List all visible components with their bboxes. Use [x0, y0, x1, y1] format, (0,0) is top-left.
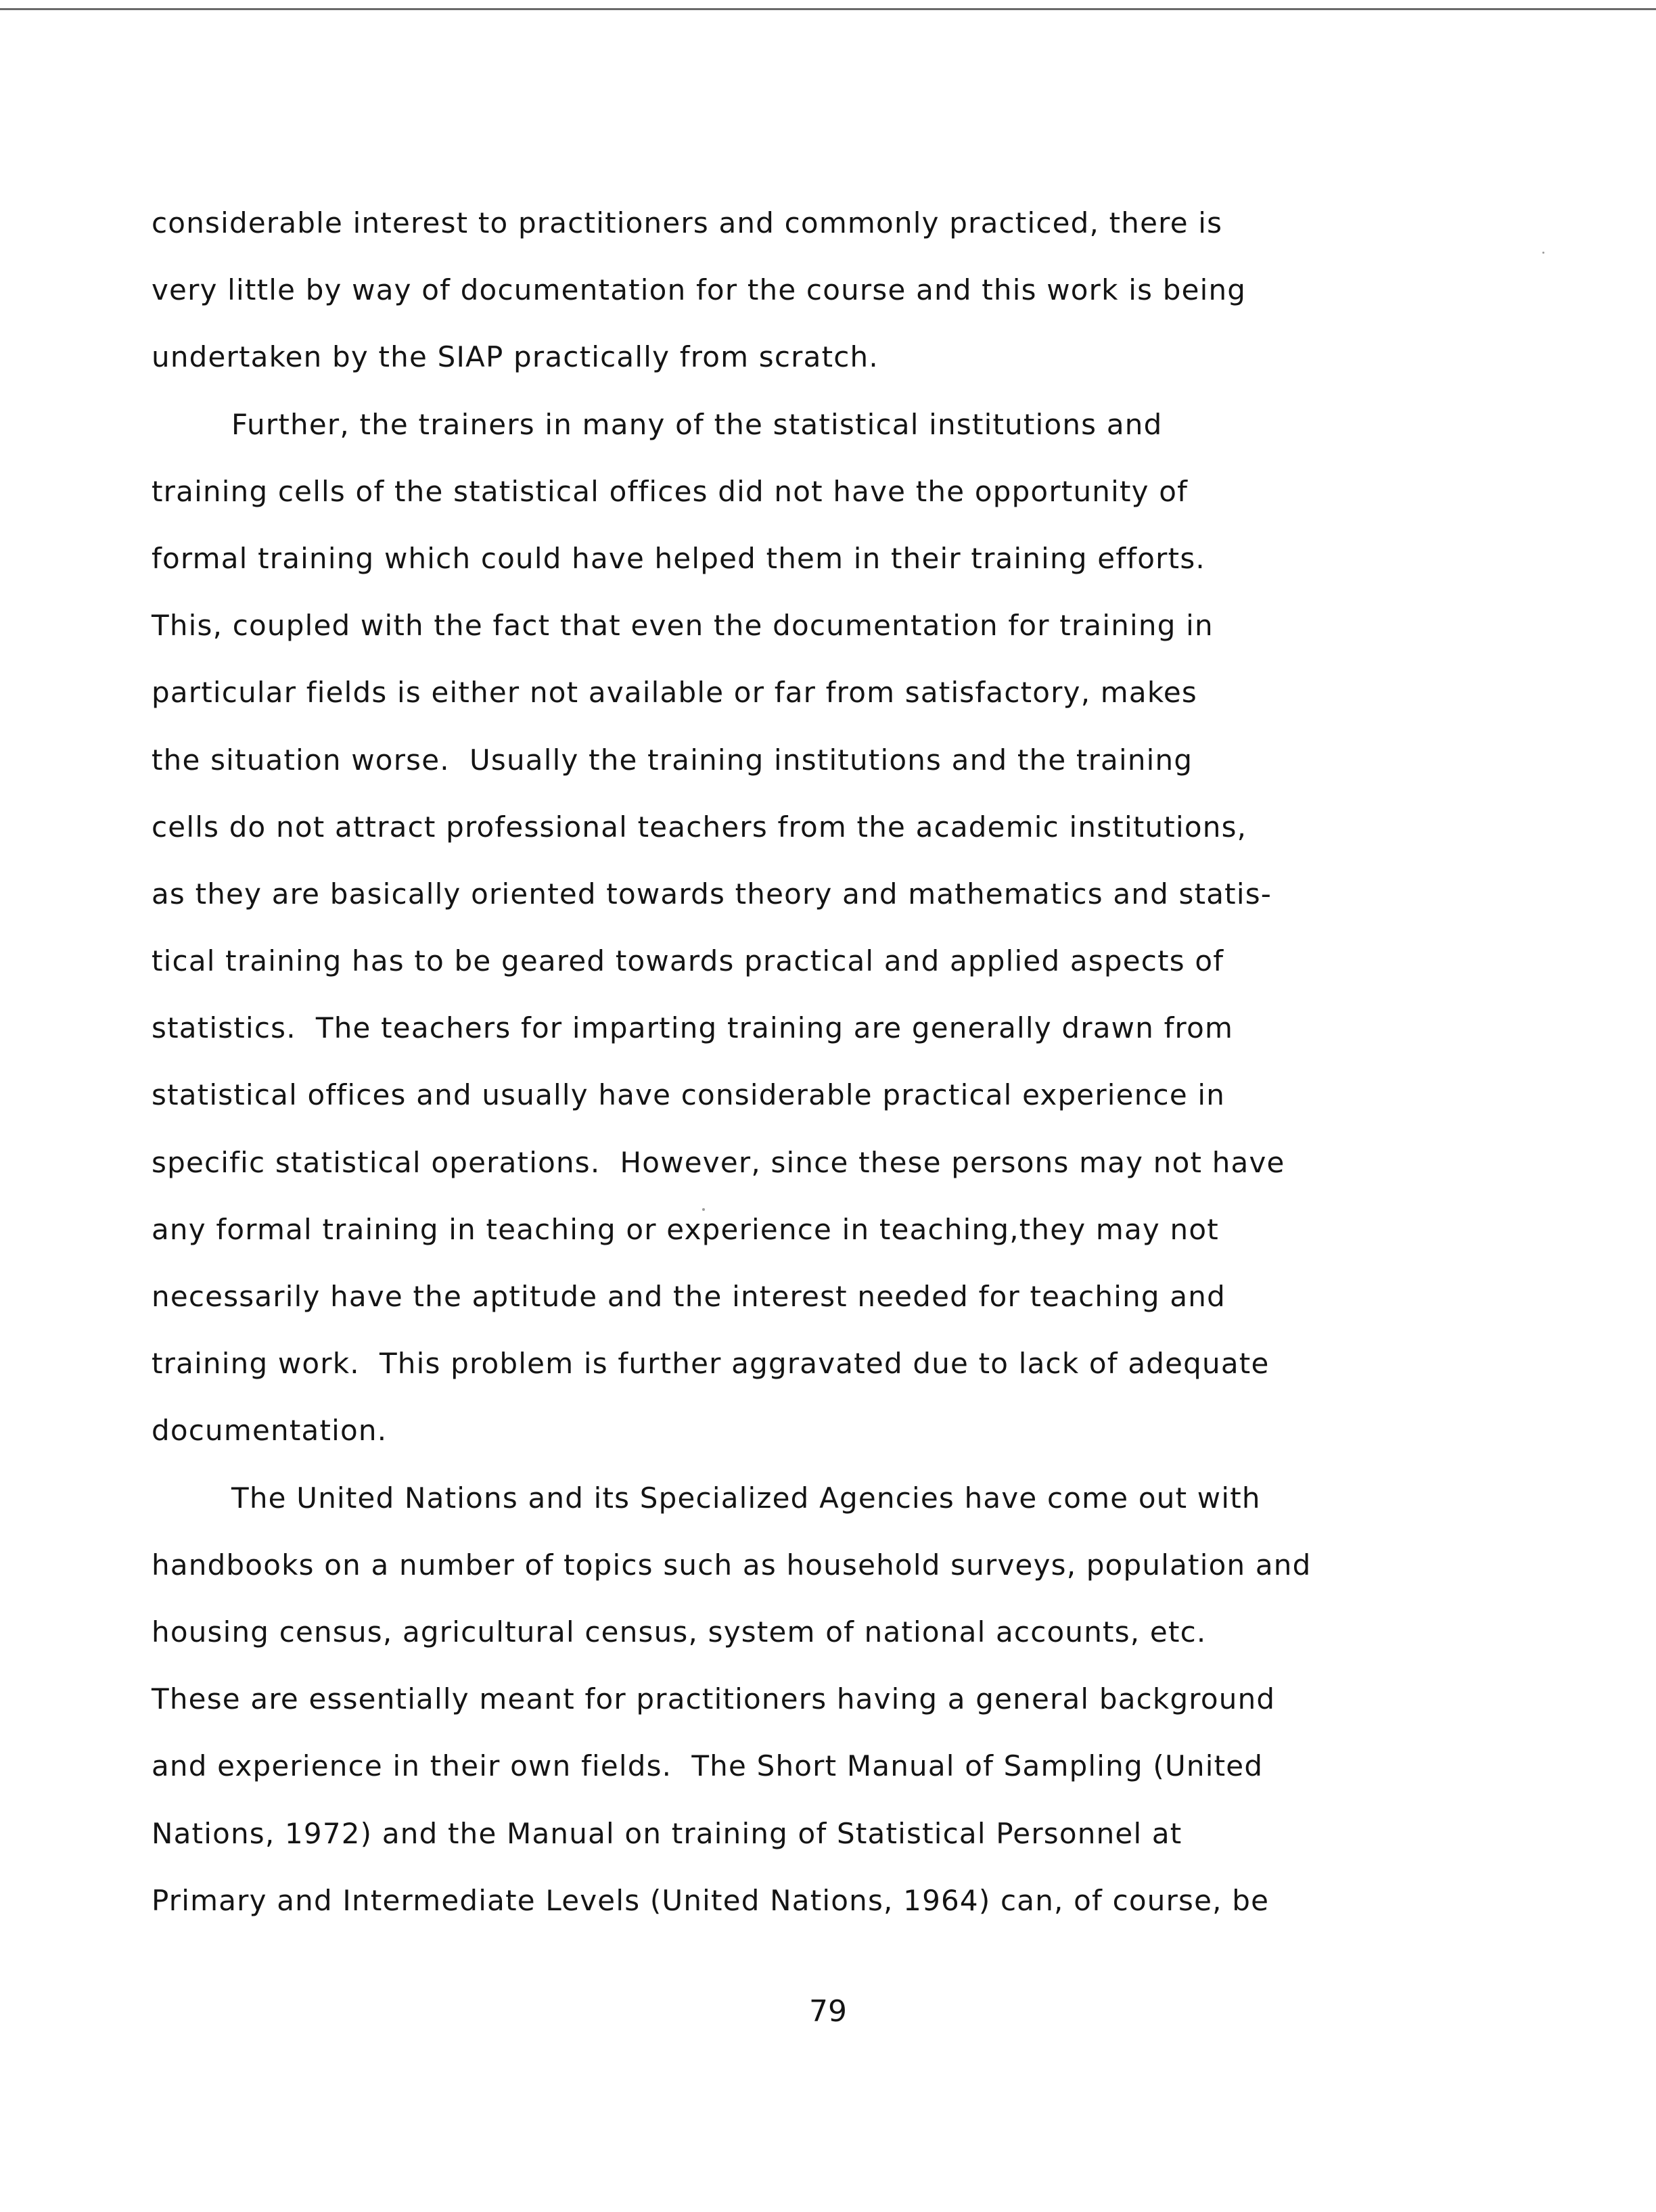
text-line: very little by way of documentation for the course and this work is being — [152, 273, 1247, 307]
text-line: This, coupled with the fact that even the documentation for training in — [152, 609, 1214, 643]
text-line: Nations, 1972) and the Manual on training of Statistical Personnel at — [152, 1816, 1182, 1850]
text-line: statistical offices and usually have considerable practical experience in — [152, 1078, 1226, 1112]
scan-speck — [1542, 252, 1544, 254]
text-line: training work. This problem is further aggravated due to lack of adequate — [152, 1347, 1270, 1381]
text-line: particular fields is either not available or far from satisfactory, makes — [152, 676, 1197, 710]
text-line: handbooks on a number of topics such as household surveys, population and — [152, 1548, 1312, 1582]
text-line: the situation worse. Usually the training institutions and the training — [152, 743, 1193, 777]
text-line: cells do not attract professional teachers from the academic institutions, — [152, 810, 1247, 844]
text-line: tical training has to be geared towards practical and applied aspects of — [152, 944, 1224, 978]
text-line: Primary and Intermediate Levels (United Nations, 1964) can, of course, be — [152, 1883, 1270, 1917]
text-line: training cells of the statistical offices did not have the opportunity of — [152, 474, 1189, 508]
text-line: necessarily have the aptitude and the interest needed for teaching and — [152, 1280, 1226, 1313]
text-line: formal training which could have helped them in their training efforts. — [152, 541, 1205, 575]
text-line: specific statistical operations. However, since these persons may not have — [152, 1145, 1285, 1179]
text-line: considerable interest to practitioners and commonly practiced, there is — [152, 206, 1223, 239]
text-line: documentation. — [152, 1414, 388, 1448]
text-line: undertaken by the SIAP practically from scratch. — [152, 340, 879, 374]
document-body — [152, 199, 1477, 1943]
page-top-border — [0, 8, 1656, 10]
paragraph-start-line: Further, the trainers in many of the statistical institutions and — [231, 407, 1163, 441]
paragraph-start-line: The United Nations and its Specialized Agencies have come out with — [231, 1481, 1261, 1515]
text-line: These are essentially meant for practitioners having a general background — [152, 1682, 1276, 1716]
page-number: 79 — [809, 1994, 847, 2029]
text-line: housing census, agricultural census, system of national accounts, etc. — [152, 1615, 1207, 1649]
text-line: any formal training in teaching or experience in teaching,they may not — [152, 1212, 1219, 1246]
text-line: and experience in their own fields. The Short Manual of Sampling (United — [152, 1749, 1264, 1783]
text-line: as they are basically oriented towards theory and mathematics and statis- — [152, 877, 1272, 911]
scan-speck — [702, 1208, 705, 1211]
text-line: statistics. The teachers for imparting training are generally drawn from — [152, 1011, 1234, 1045]
